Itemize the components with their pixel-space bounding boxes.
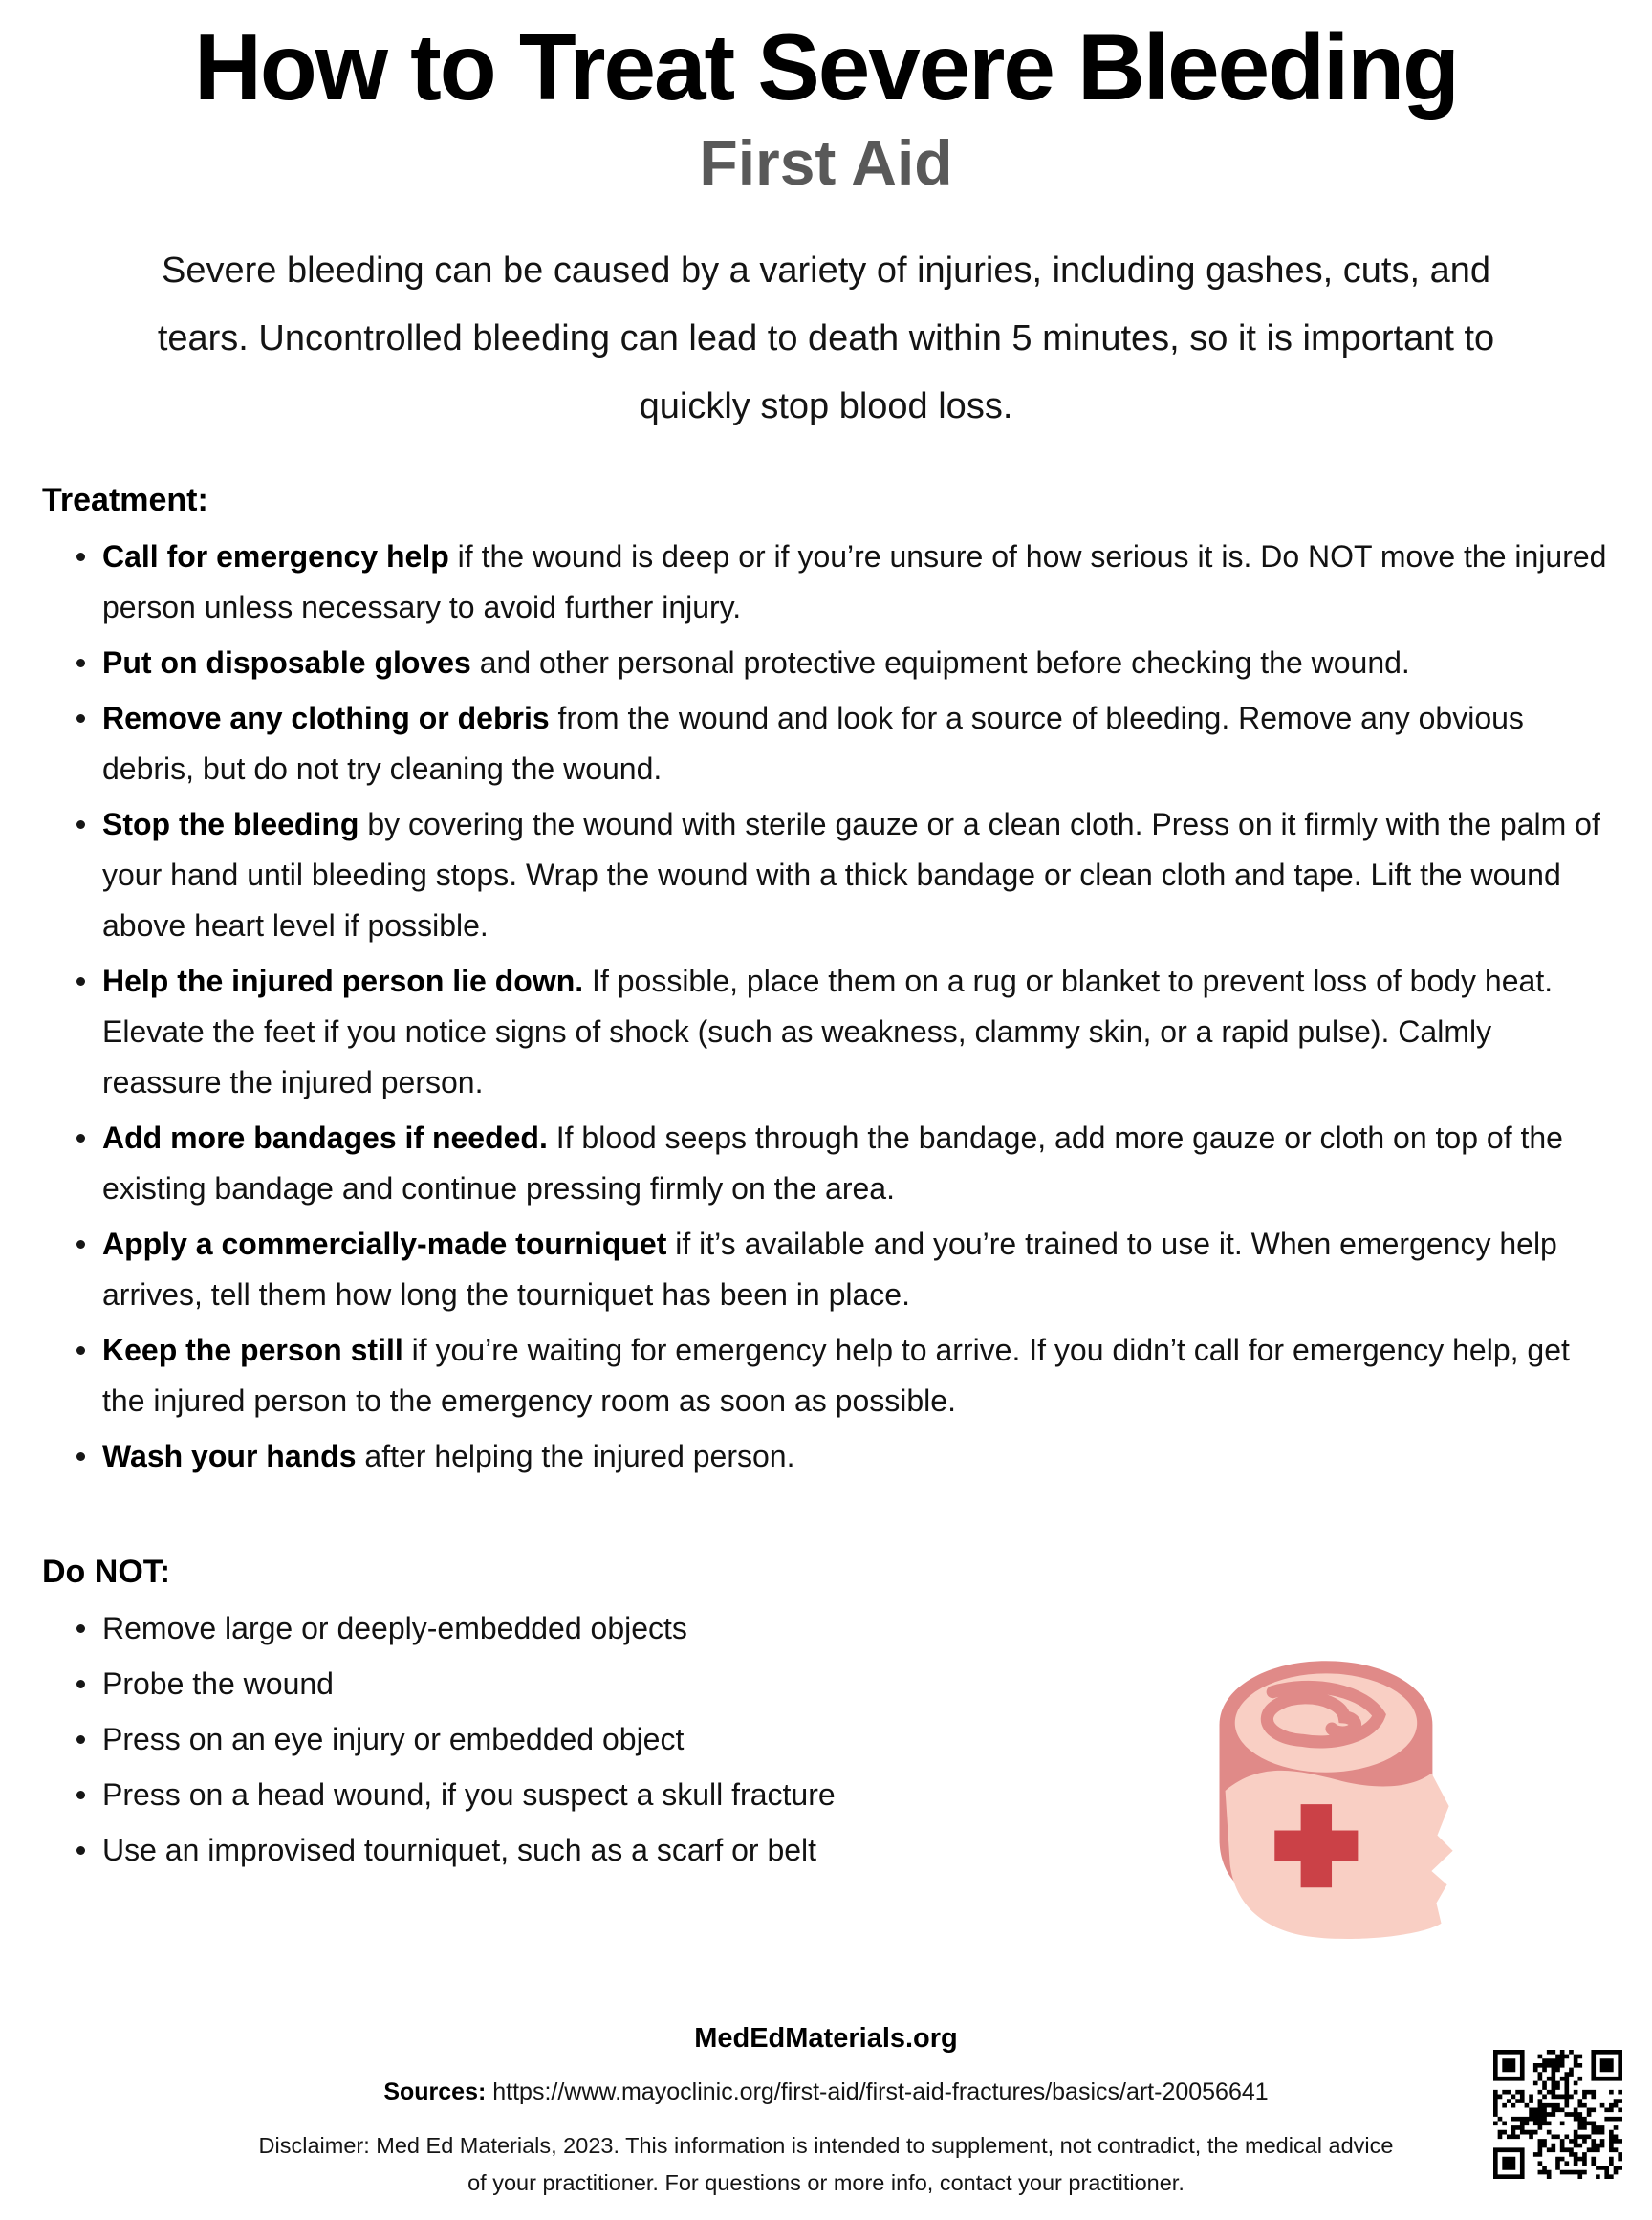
disclaimer-text: Disclaimer: Med Ed Materials, 2023. This information is intended to supplement, not contradict, the medical advice of your practitioner. For questions or more info, contact your practitioner. xyxy=(258,2133,1394,2195)
item-text: Press on an eye injury or embedded object xyxy=(102,1722,685,1757)
list-item xyxy=(102,1219,1614,1320)
list-item xyxy=(102,1431,1614,1482)
first-aid-flyer xyxy=(0,14,1652,2220)
item-text: from the wound and look for a source of bleeding. Remove any obvious debris, but do not try cleaning the wound. xyxy=(102,701,1524,787)
item-lead: Help the injured person lie down. xyxy=(102,964,584,999)
list-item xyxy=(102,638,1614,688)
sources-url: https://www.mayoclinic.org/first-aid/first-aid-fractures/basics/art-20056641 xyxy=(486,2079,1269,2105)
list-item xyxy=(102,693,1614,794)
page-title: How to Treat Severe Bleeding xyxy=(194,14,1458,120)
item-text: If blood seeps through the bandage, add more gauze or cloth on top of the existing bandage and continue pressing firmly on the area. xyxy=(102,1121,1563,1207)
item-text: Use an improvised tourniquet, such as a scarf or belt xyxy=(102,1833,817,1868)
bandage-roll-icon xyxy=(1198,1645,1460,1941)
sources-label: Sources: xyxy=(383,2079,487,2105)
item-lead: Add more bandages if needed. xyxy=(102,1121,548,1156)
item-lead: Put on disposable gloves xyxy=(102,645,471,681)
item-lead: Call for emergency help xyxy=(102,539,449,575)
qr-code-icon xyxy=(1493,2050,1622,2179)
page-subtitle: First Aid xyxy=(699,126,953,198)
item-text: Press on a head wound, if you suspect a skull fracture xyxy=(102,1777,836,1813)
list-item xyxy=(102,1325,1614,1426)
list-item xyxy=(102,956,1614,1108)
item-text: if you’re waiting for emergency help to arrive. If you didn’t call for emergency help, get the injured person to the emergency room as soon as possible. xyxy=(102,1333,1570,1419)
flyer-header xyxy=(0,14,1652,198)
item-text: Probe the wound xyxy=(102,1666,334,1702)
list-item xyxy=(102,1113,1614,1214)
item-text: if the wound is deep or if you’re unsure of how serious it is. Do NOT move the injured person unless necessary to avoid further injury. xyxy=(102,539,1607,625)
intro-paragraph: Severe bleeding can be caused by a variety of injuries, including gashes, cuts, and tears. Uncontrolled bleeding can lead to death within 5 minutes, so it is important to quickly stop blood loss. xyxy=(157,250,1495,427)
item-text: by covering the wound with sterile gauze or a clean cloth. Press on it firmly with the palm of your hand until bleeding stops. Wrap the wound with a thick bandage or clean cloth and tape. Lift the wound above heart level if possible. xyxy=(102,807,1600,944)
treatment-heading: Treatment: xyxy=(42,482,208,519)
item-text: and other personal protective equipment before checking the wound. xyxy=(470,645,1410,681)
item-lead: Remove any clothing or debris xyxy=(102,701,550,736)
flyer-footer xyxy=(0,2023,1652,2202)
sources-line xyxy=(0,2079,1652,2106)
item-text: if it’s available and you’re trained to use it. When emergency help arrives, tell them how long the tourniquet has been in place. xyxy=(102,1227,1557,1313)
item-text: Remove large or deeply-embedded objects xyxy=(102,1611,687,1646)
treatment-list xyxy=(0,532,1652,1482)
do-not-heading: Do NOT: xyxy=(42,1554,171,1591)
item-text: If possible, place them on a rug or blanket to prevent loss of body heat. Elevate the feet if you notice signs of shock (such as weakness, clammy skin, or a rapid pulse). Calmly reassure the injured person. xyxy=(102,964,1554,1100)
list-item xyxy=(102,799,1614,951)
item-lead: Wash your hands xyxy=(102,1439,357,1474)
list-item xyxy=(102,532,1614,633)
treatment-section xyxy=(0,481,1652,1482)
item-lead: Keep the person still xyxy=(102,1333,403,1368)
item-text: after helping the injured person. xyxy=(356,1439,795,1474)
item-lead: Apply a commercially-made tourniquet xyxy=(102,1227,667,1262)
site-name: MedEdMaterials.org xyxy=(694,2023,958,2054)
item-lead: Stop the bleeding xyxy=(102,807,359,842)
